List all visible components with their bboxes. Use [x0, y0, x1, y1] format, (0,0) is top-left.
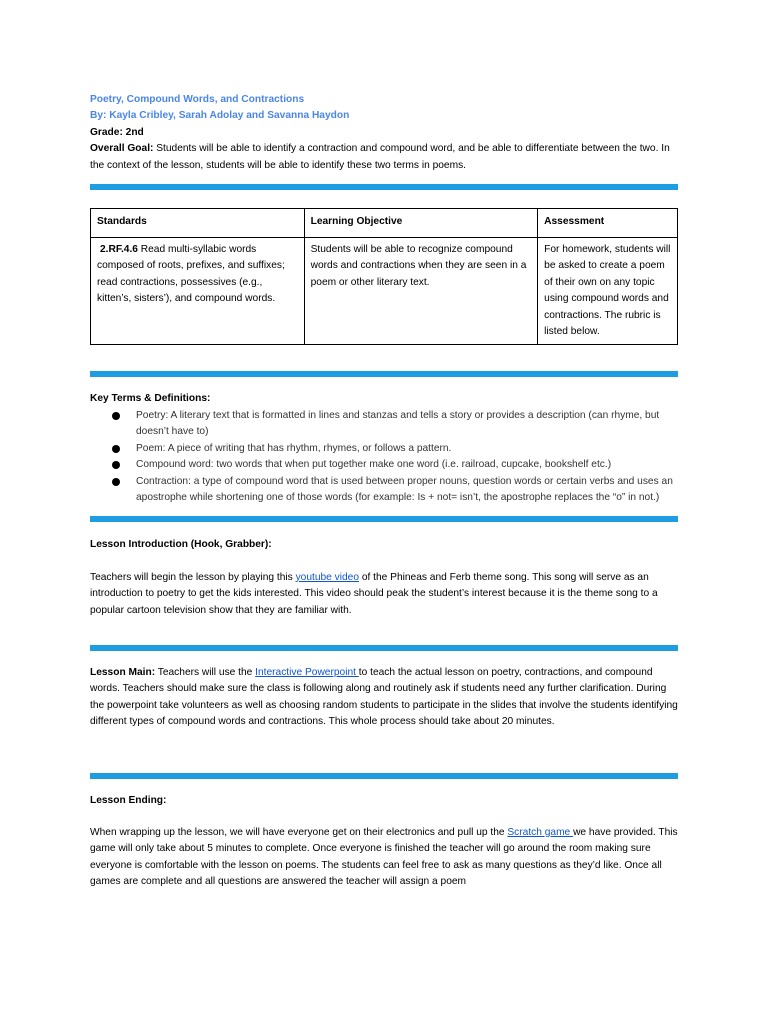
- grade: Grade: 2nd: [90, 126, 144, 138]
- scratch-game-link[interactable]: Scratch game: [507, 826, 574, 838]
- divider-bar: [90, 645, 678, 651]
- ending-heading: Lesson Ending:: [90, 794, 167, 806]
- intro-text-end: of the Phineas and Ferb theme song. This song will serve as an introduction to poetry to get the kids interested. This video should peak the student’s interest because it is the theme song to a popular cartoon television show that they are familiar with.: [90, 571, 658, 616]
- overall-goal: [90, 141, 680, 174]
- overall-goal-label: Overall Goal:: [90, 143, 154, 155]
- term-poem: Poem: A piece of writing that has rhythm, rhymes, or follows a pattern.: [136, 442, 452, 454]
- interactive-powerpoint-link[interactable]: Interactive Powerpoint: [255, 666, 359, 678]
- list-item: [90, 457, 680, 473]
- list-item: [90, 441, 680, 457]
- intro-heading: Lesson Introduction (Hook, Grabber):: [90, 539, 272, 551]
- standard-cell: [91, 238, 305, 345]
- key-terms-list: [90, 408, 680, 506]
- ending-text-start: When wrapping up the lesson, we will have everyone get on their electronics and pull up the: [90, 826, 508, 838]
- intro-text-start: Teachers will begin the lesson by playing this: [90, 571, 296, 583]
- standard-code: 2.RF.4.6: [100, 244, 138, 256]
- assessment-cell: For homework, students will be asked to create a poem of their own on any topic using compound words and contractions. The rubric is listed below.: [538, 238, 678, 345]
- divider-bar: [90, 184, 678, 190]
- term-poetry: Poetry: A literary text that is formatted in lines and stanzas and tells a story or provides a description (can rhyme, but doesn’t have to): [136, 409, 660, 438]
- main-label: Lesson Main:: [90, 666, 156, 678]
- youtube-video-link[interactable]: youtube video: [295, 571, 360, 583]
- main-text-end: to teach the actual lesson on poetry, contractions, and compound words. Teachers should make sure the class is following along and routinely ask if students need any further clarification. During the powerpoint take volunteers as well as choosing random students to participate in the slides that involve the students identifying different types of compound words and contractions. This whole process should take about 20 minutes.: [90, 666, 678, 728]
- bullet-icon: [112, 478, 120, 486]
- main-text-start: Teachers will use the: [155, 666, 256, 678]
- bullet-icon: [112, 412, 120, 420]
- bullet-icon: [112, 445, 120, 453]
- standards-table: [90, 208, 678, 345]
- header-assessment: Assessment: [538, 209, 678, 238]
- ending-text-end: we have provided. This game will only take about 5 minutes to complete. Once everyone is finished the teacher will go around the room making sure everyone is comfortable with the lesson on poems. The students can feel free to ask as many questions as they’d like. Once all games are complete and all questions are answered the teacher will assign a poem: [90, 826, 678, 888]
- objective-cell: Students will be able to recognize compound words and contractions when they are seen in a poem or other literary text.: [304, 238, 538, 345]
- lesson-plan: [90, 92, 680, 891]
- main-paragraph: [90, 665, 680, 731]
- standard-text: Read multi-syllabic words composed of roots, prefixes, and suffixes; read contractions, possessives (e.g., kitten’s, sisters’), and compound words.: [97, 244, 285, 305]
- term-contraction: Contraction: a type of compound word that is used between proper nouns, question words or certain verbs and uses an apostrophe while shortening one of those words (for example: Is + not= isn’t, the apostrophe replaces the “o” in not.): [136, 475, 673, 503]
- list-item: [90, 474, 680, 507]
- bullet-icon: [112, 461, 120, 469]
- intro-paragraph: [90, 570, 680, 619]
- divider-bar: [90, 516, 678, 522]
- divider-bar: [90, 371, 678, 377]
- list-item: [90, 408, 680, 441]
- term-compound-word: Compound word: two words that when put together make one word (i.e. railroad, cupcake, bookshelf etc.): [136, 459, 612, 471]
- lesson-title: Poetry, Compound Words, and Contractions: [90, 94, 305, 105]
- divider-bar: [90, 773, 678, 779]
- header-learning-objective: Learning Objective: [304, 209, 538, 238]
- table-row: [91, 238, 678, 345]
- authors: By: Kayla Cribley, Sarah Adolay and Savanna Haydon: [90, 110, 350, 122]
- header-standards: Standards: [91, 209, 305, 238]
- ending-paragraph: [90, 825, 680, 891]
- key-terms-heading: Key Terms & Definitions:: [90, 393, 211, 405]
- overall-goal-text: Students will be able to identify a contraction and compound word, and be able to differentiate between the two. In the context of the lesson, students will be able to identify these two terms in poems.: [90, 143, 670, 171]
- table-header-row: [91, 209, 678, 238]
